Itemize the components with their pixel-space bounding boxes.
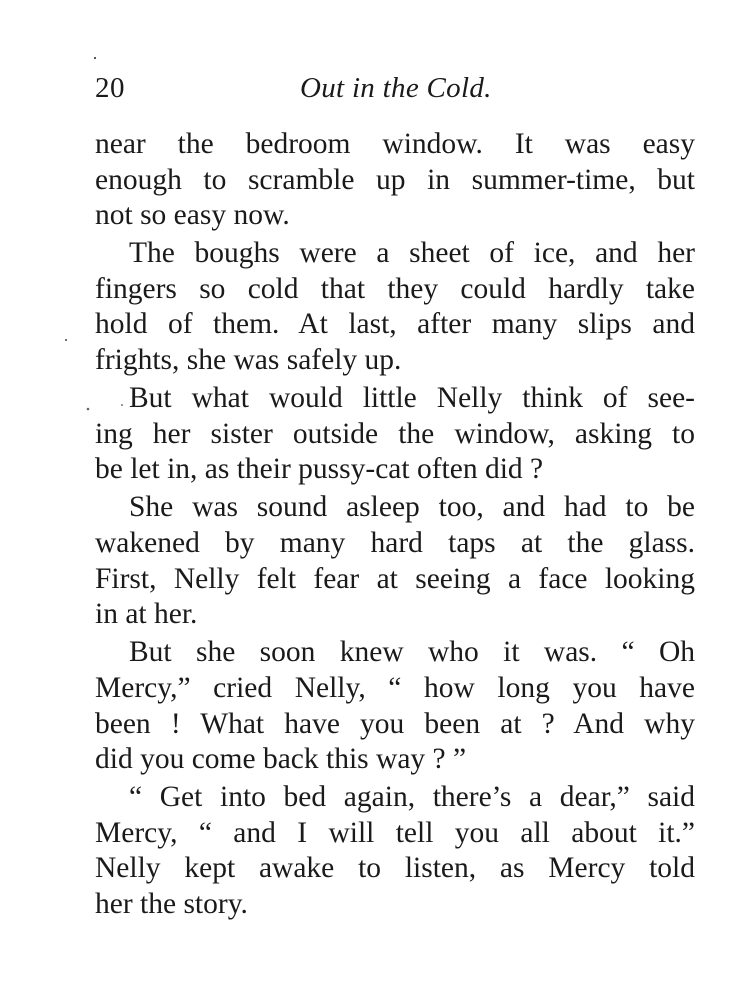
paragraph	[95, 127, 695, 234]
text-line: Mercy,” cried Nelly, “ how long you have	[95, 671, 695, 704]
text-line: not so easy now.	[95, 199, 290, 232]
paragraph	[95, 490, 695, 632]
text-line: First, Nelly felt fear at seeing a face looking	[95, 562, 695, 595]
text-line: “ Get into bed again, there’s a dear,” said	[129, 781, 695, 814]
text-line: ing her sister outside the window, asking to	[95, 417, 695, 450]
page-header	[95, 72, 695, 112]
text-line: Nelly kept awake to listen, as Mercy told	[95, 852, 695, 885]
paragraph	[95, 236, 695, 378]
text-line: been ! What have you been at ? And why	[95, 707, 695, 740]
text-line: But she soon knew who it was. “ Oh	[129, 636, 695, 669]
text-line: wakened by many hard taps at the glass.	[95, 527, 695, 560]
text-line: fingers so cold that they could hardly take	[95, 272, 695, 305]
text-line: did you come back this way ? ”	[95, 743, 467, 776]
text-line: near the bedroom window. It was easy	[95, 128, 695, 160]
text-line: The boughs were a sheet of ice, and her	[129, 237, 695, 270]
paragraph	[95, 381, 695, 488]
text-line: be let in, as their pussy-cat often did ?	[95, 453, 544, 486]
body-text	[95, 127, 695, 923]
page-number: 20	[95, 72, 125, 104]
text-line: enough to scramble up in summer-time, but	[95, 163, 695, 196]
text-line: She was sound asleep too, and had to be	[129, 491, 695, 524]
paragraph	[95, 780, 695, 922]
text-line: hold of them. At last, after many slips and	[95, 308, 695, 341]
text-line: But what would little Nelly think of see-	[129, 382, 695, 415]
text-line: in at her.	[95, 598, 198, 631]
paragraph	[95, 635, 695, 777]
text-line: Mercy, “ and I will tell you all about it.”	[95, 816, 695, 849]
text-line: frights, she was safely up.	[95, 344, 402, 377]
text-line: her the story.	[95, 887, 248, 920]
running-title: Out in the Cold.	[300, 72, 492, 104]
